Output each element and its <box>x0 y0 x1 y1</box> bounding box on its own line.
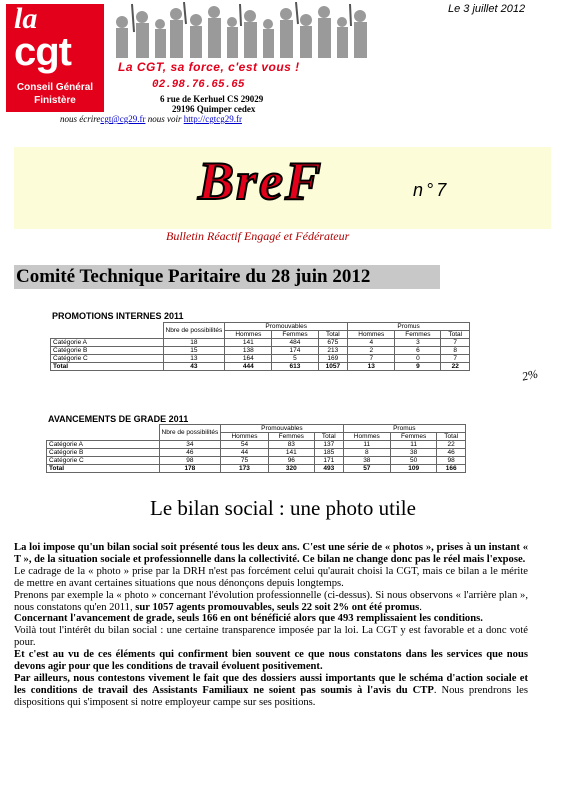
row-label: Total <box>51 363 164 371</box>
cell: 5 <box>272 355 318 363</box>
section-title: Comité Technique Paritaire du 28 juin 2012 <box>14 265 440 289</box>
address-line-1: 6 rue de Kerhuel CS 29029 <box>160 94 264 104</box>
header-promus: Promus <box>343 425 465 433</box>
cell: 75 <box>221 457 268 465</box>
logo-line-1: Conseil Général <box>16 82 94 93</box>
cell: 137 <box>314 441 343 449</box>
header-total: Total <box>437 433 466 441</box>
cell: 98 <box>437 457 466 465</box>
header-femmes: Femmes <box>272 331 318 339</box>
cell: 169 <box>318 355 348 363</box>
cell: 50 <box>391 457 437 465</box>
cell: 444 <box>225 363 272 371</box>
header-total: Total <box>314 433 343 441</box>
table-row <box>47 441 466 449</box>
header-hommes: Hommes <box>225 331 272 339</box>
cell: 173 <box>221 465 268 473</box>
cell: 109 <box>391 465 437 473</box>
header-femmes: Femmes <box>395 331 441 339</box>
bref-tagline: Bulletin Réactif Engagé et Fédérateur <box>166 229 350 243</box>
cell: 178 <box>159 465 221 473</box>
cell: 0 <box>395 355 441 363</box>
cell: 171 <box>314 457 343 465</box>
cell: 141 <box>268 449 314 457</box>
avancements-table <box>46 424 466 473</box>
issue-number: n°7 <box>413 180 450 200</box>
row-label: Catégorie B <box>51 347 164 355</box>
header-possibilities: Nbre de possibilités <box>159 425 221 441</box>
cell: 7 <box>348 355 395 363</box>
bref-title: BreF <box>198 151 324 211</box>
handwritten-note: 2% <box>520 366 540 384</box>
row-label: Total <box>47 465 160 473</box>
cell: 185 <box>314 449 343 457</box>
header-hommes: Hommes <box>348 331 395 339</box>
cell: 98 <box>159 457 221 465</box>
cell: 3 <box>395 339 441 347</box>
paragraph: Et c'est au vu de ces éléments qui confirment bien souvent ce que nous constatons dans les services que nous devons agir pour que les conditions de travail évoluent positivement. <box>14 649 528 673</box>
cell: 18 <box>163 339 225 347</box>
paragraph: Le cadrage de la « photo » prise par la DRH n'est pas forcément celui qu'aurait choisi la CGT, mais ce bilan a le mérite de mettre en avant certaines situations que nous dénonçons depuis longtemps. <box>14 565 528 589</box>
logo-line-2: Finistère <box>34 95 76 106</box>
cell: 8 <box>343 449 390 457</box>
cell: 22 <box>441 363 470 371</box>
contact-see-label: nous voir <box>145 114 184 124</box>
cell: 493 <box>314 465 343 473</box>
table-row <box>51 339 470 347</box>
cell: 320 <box>268 465 314 473</box>
header-femmes: Femmes <box>391 433 437 441</box>
cell: 6 <box>395 347 441 355</box>
cgt-logo <box>6 4 104 112</box>
cell: 166 <box>437 465 466 473</box>
cell: 4 <box>348 339 395 347</box>
header-total: Total <box>441 331 470 339</box>
cell: 22 <box>437 441 466 449</box>
cell: 43 <box>163 363 225 371</box>
cell: 613 <box>272 363 318 371</box>
article-headline: Le bilan social : une photo utile <box>150 496 416 520</box>
table-row <box>47 449 466 457</box>
contact-line <box>60 114 242 124</box>
slogan: La CGT, sa force, c'est vous ! <box>118 60 300 74</box>
cell: 57 <box>343 465 390 473</box>
cell: 174 <box>272 347 318 355</box>
row-label: Catégorie A <box>47 441 160 449</box>
article-body <box>14 542 528 709</box>
cell: 9 <box>395 363 441 371</box>
table-row <box>47 457 466 465</box>
cell: 164 <box>225 355 272 363</box>
table-row <box>51 355 470 363</box>
issue-date: Le 3 juillet 2012 <box>448 3 526 15</box>
row-label: Catégorie A <box>51 339 164 347</box>
address-line-2: 29196 Quimper cedex <box>172 104 256 114</box>
table-row-total <box>47 465 466 473</box>
cell: 7 <box>441 339 470 347</box>
paragraph: Voilà tout l'intérêt du bilan social : une certaine transparence imposée par la loi. La CGT y est favorable et a donc voté pour. <box>14 625 528 649</box>
cell: 675 <box>318 339 348 347</box>
cell: 13 <box>348 363 395 371</box>
cell: 96 <box>268 457 314 465</box>
contact-write-label: nous écrire <box>60 114 101 124</box>
paragraph: La loi impose qu'un bilan social soit présenté tous les deux ans. C'est une série de « photos », prises à un instant « T », de la situation sociale et professionnelle dans la collectivité. Ce bilan ne change donc pas le réel mais l'expose. <box>14 542 528 565</box>
cell: 2 <box>348 347 395 355</box>
cell: 34 <box>159 441 221 449</box>
avancements-table-title: AVANCEMENTS DE GRADE 2011 <box>48 414 189 424</box>
paragraph: Prenons par exemple la « photo » concernant l'évolution professionnelle (ci-dessus). Si nous observons « l'arrière plan », nous constatons qu'en 2011, sur 1057 agents promouvables, seuls 22 soit 2% ont été promus. <box>14 589 528 613</box>
header-hommes: Hommes <box>221 433 268 441</box>
cell: 141 <box>225 339 272 347</box>
cell: 213 <box>318 347 348 355</box>
row-label: Catégorie C <box>47 457 160 465</box>
cell: 44 <box>221 449 268 457</box>
cell: 138 <box>225 347 272 355</box>
cell: 46 <box>159 449 221 457</box>
row-label: Catégorie C <box>51 355 164 363</box>
promotions-table <box>50 322 470 371</box>
cell: 1057 <box>318 363 348 371</box>
paragraph: Concernant l'avancement de grade, seuls 166 en ont bénéficié alors que 493 remplissaient les conditions. <box>14 613 483 625</box>
cell: 54 <box>221 441 268 449</box>
cell: 7 <box>441 355 470 363</box>
cell: 15 <box>163 347 225 355</box>
header-promus: Promus <box>348 323 470 331</box>
promotions-table-title: PROMOTIONS INTERNES 2011 <box>52 311 184 321</box>
cell: 38 <box>391 449 437 457</box>
cell: 38 <box>343 457 390 465</box>
table-row-total <box>51 363 470 371</box>
cell: 46 <box>437 449 466 457</box>
header-total: Total <box>318 331 348 339</box>
header-promouvables: Promouvables <box>221 425 343 433</box>
header-possibilities: Nbre de possibilités <box>163 323 225 339</box>
cell: 83 <box>268 441 314 449</box>
email-link[interactable]: cgt@cg29.fr <box>100 114 146 124</box>
paragraph: Par ailleurs, nous contestons vivement le fait que des dossiers aussi importants que le schéma d'action sociale et les conditions de travail des Assistants Familiaux ne soient pas soumis à l'avis du CTP. Nous prendrons les dispositions qui s'imposent si notre employeur campe sur ses positions. <box>14 672 528 708</box>
cell: 484 <box>272 339 318 347</box>
cell: 8 <box>441 347 470 355</box>
header-hommes: Hommes <box>343 433 390 441</box>
cell: 11 <box>343 441 390 449</box>
website-link[interactable]: http://cgtcg29.fr <box>183 114 242 124</box>
phone-number: 02.98.76.65.65 <box>152 79 245 91</box>
crowd-photo <box>112 2 374 60</box>
header-femmes: Femmes <box>268 433 314 441</box>
logo-cgt: cgt <box>14 30 71 74</box>
cell: 13 <box>163 355 225 363</box>
header-promouvables: Promouvables <box>225 323 348 331</box>
row-label: Catégorie B <box>47 449 160 457</box>
logo-la: la <box>14 2 38 35</box>
table-row <box>51 347 470 355</box>
cell: 11 <box>391 441 437 449</box>
